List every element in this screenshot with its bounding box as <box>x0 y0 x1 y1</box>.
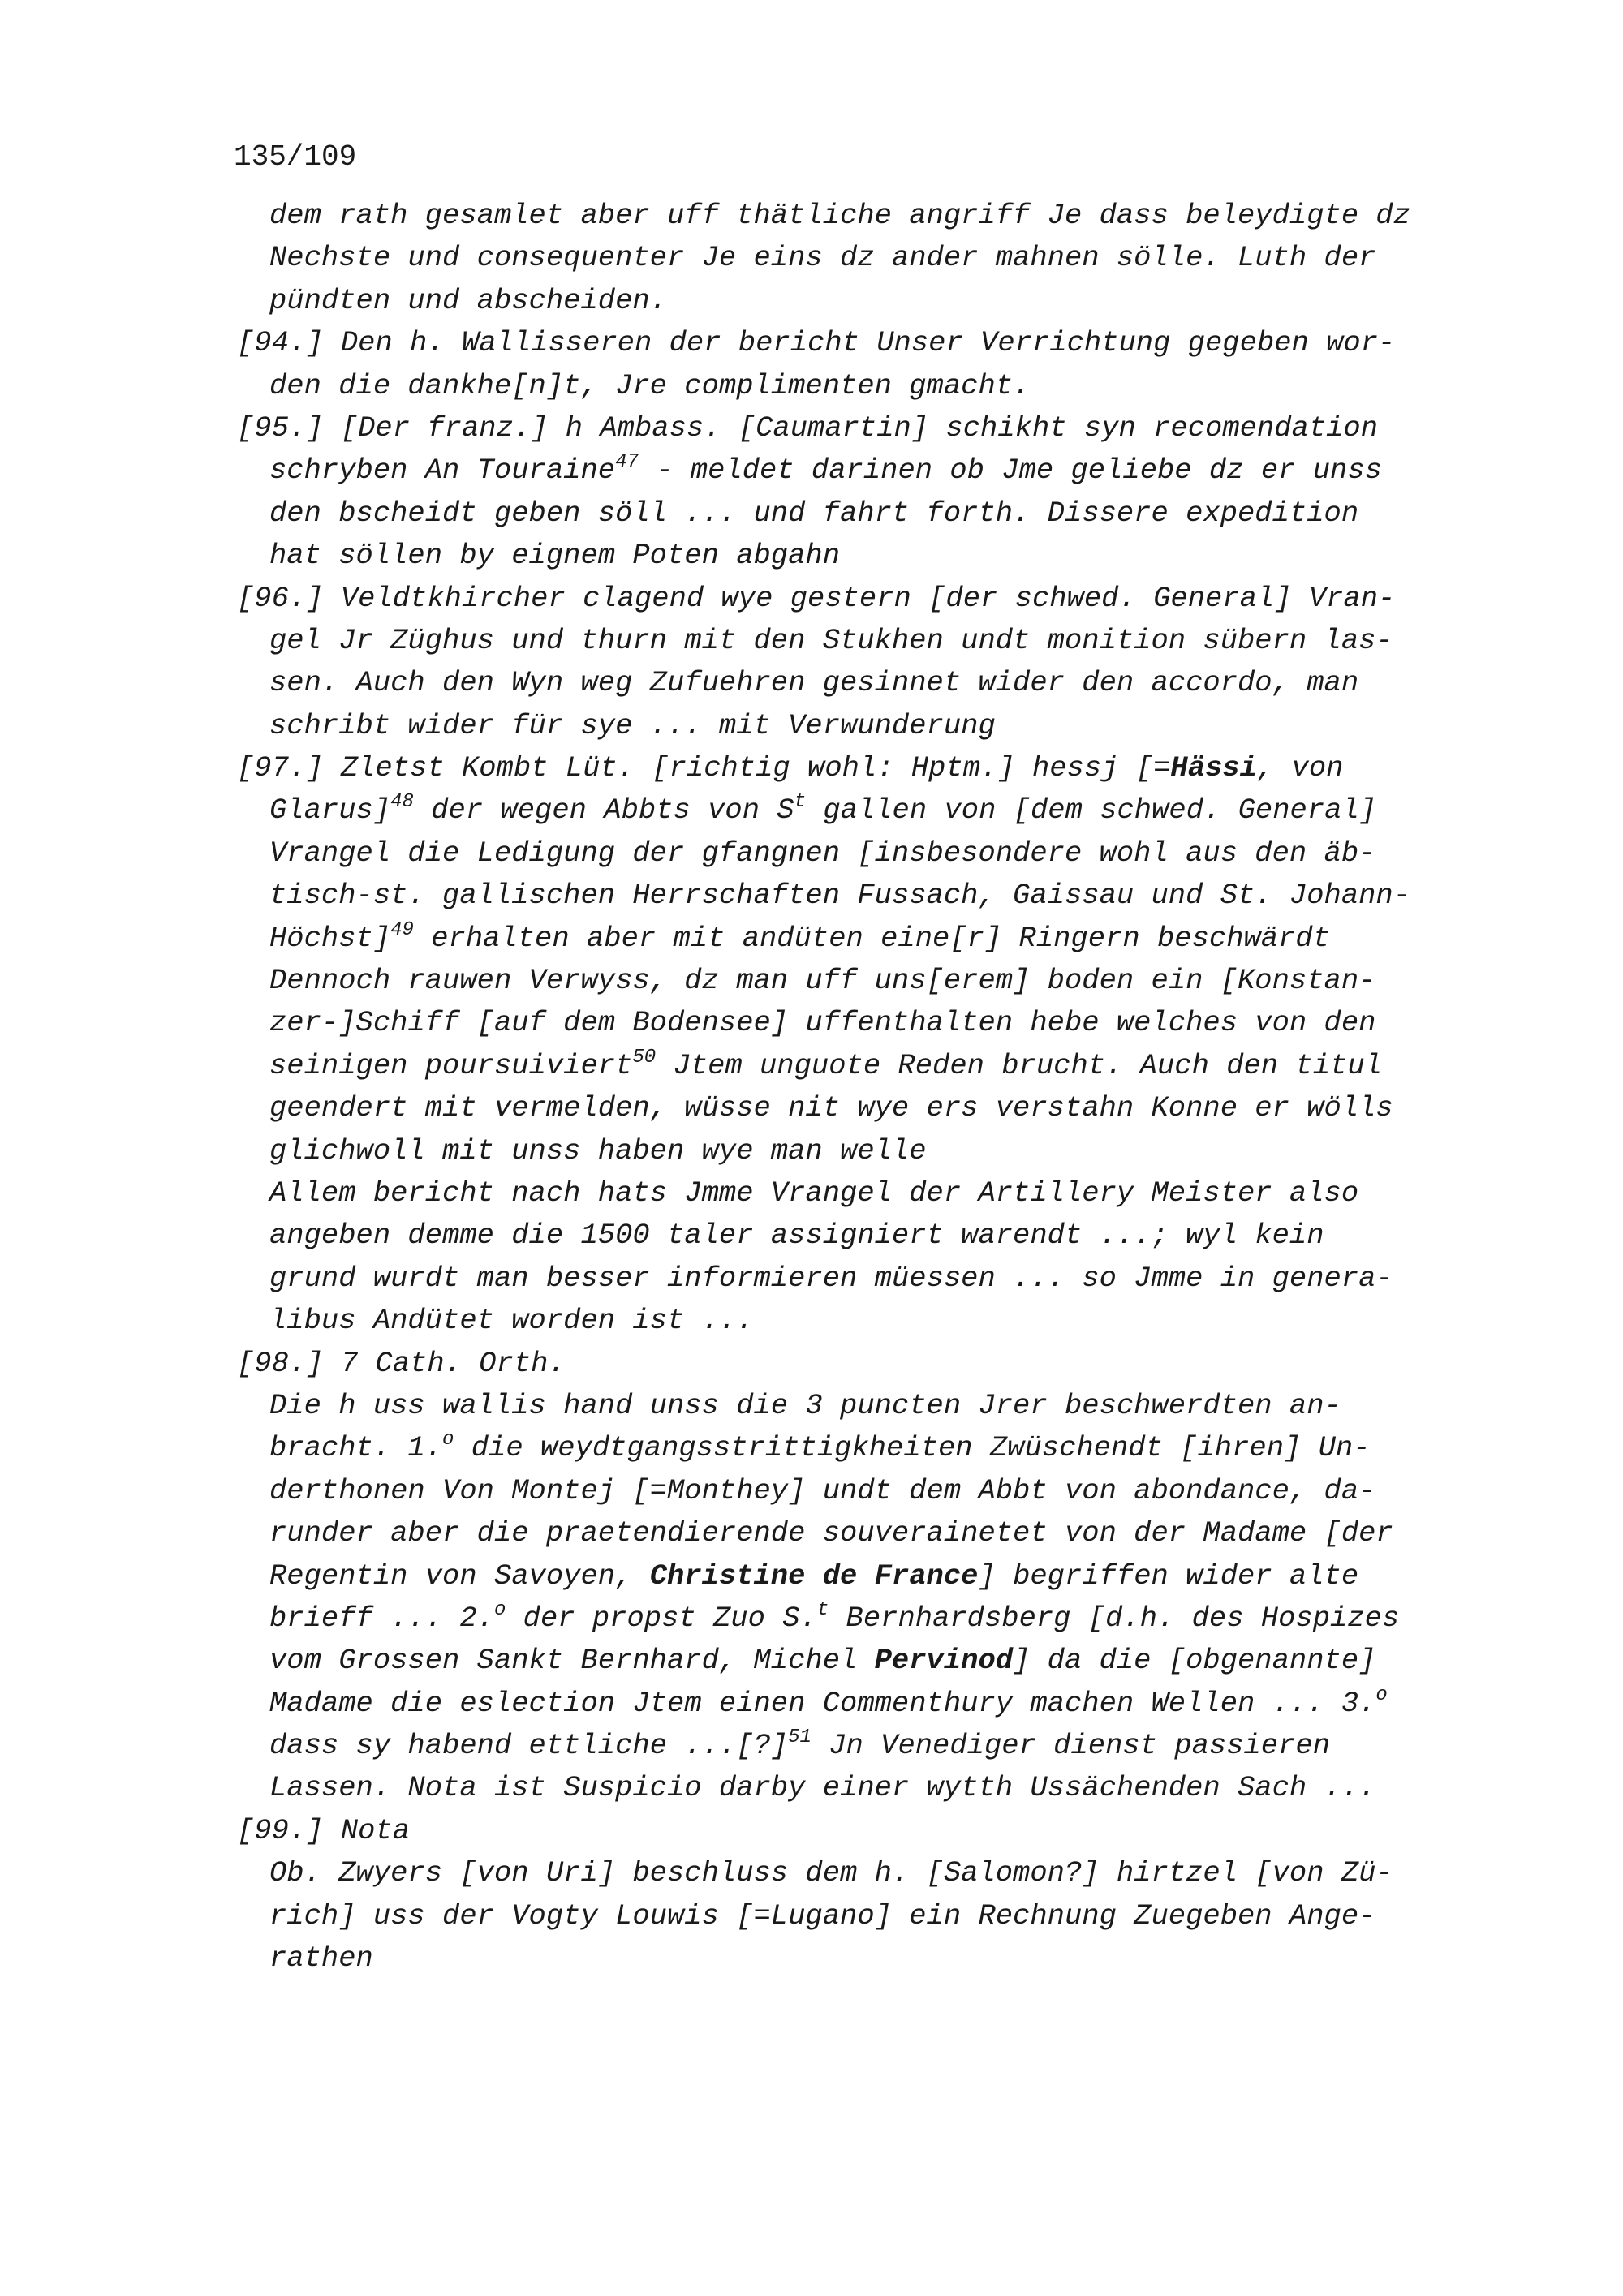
text-line: glichwoll mit unss haben wye man welle <box>269 1133 927 1167</box>
text-segment: - meldet darinen ob Jme geliebe dz er unss <box>638 454 1382 488</box>
text-segment: ] da die [obgenannte] <box>1013 1644 1376 1678</box>
text-line: zer-]Schiff [auf dem Bodensee] uffenthalten hebe welches von den <box>269 1006 1376 1040</box>
text-line: rathen <box>269 1941 373 1976</box>
entry-95 <box>234 407 1500 578</box>
text-line: rich] uss der Vogty Louwis [=Lugano] ein Rechnung Zuegeben Ange- <box>269 1898 1376 1933</box>
text-line <box>234 449 1500 492</box>
text-line: derthonen Von Montej [=Monthey] undt dem Abbt von abondance, da- <box>269 1473 1376 1507</box>
text-line <box>234 1640 1500 1682</box>
text-line: pündten und abscheiden. <box>269 283 667 317</box>
text-segment: vom Grossen Sankt Bernhard, Michel <box>269 1644 875 1678</box>
text-line: den bscheidt geben söll ... und fahrt forth. Dissere expedition <box>269 496 1359 530</box>
footnote-ref: 47 <box>615 451 639 474</box>
person-name: Hässi <box>1170 751 1257 785</box>
text-line: Dennoch rauwen Verwyss, dz man uff uns[erem] boden ein [Konstan- <box>269 964 1376 998</box>
entry-94 <box>234 322 1500 407</box>
text-segment: Bernhardsberg [d.h. des Hospizes <box>829 1601 1400 1635</box>
entry-heading-line: [95.] [Der franz.] h Ambass. [Caumartin] schikht syn recomendation <box>237 411 1379 445</box>
text-segment: gallen von [dem schwed. General] <box>806 793 1377 828</box>
text-line: dem rath gesamlet aber uff thätliche angriff Je dass beleydigte dz <box>269 199 1411 232</box>
text-segment: dass sy habend ettliche ...[?] <box>269 1729 789 1763</box>
footnote-ref: 50 <box>632 1046 657 1068</box>
text-line: Vrangel die Ledigung der gfangnen [insbesondere wohl aus den äb- <box>269 836 1376 870</box>
text-line: gel Jr Züghus und thurn mit den Stukhen undt monition sübern las- <box>269 623 1393 657</box>
text-line: angeben demme die 1500 taler assigniert warendt ...; wyl kein <box>269 1219 1324 1253</box>
text-line <box>234 918 1500 960</box>
superscript: o <box>442 1429 454 1451</box>
superscript: t <box>794 791 807 814</box>
entry-heading-line <box>234 747 1500 789</box>
text-line: Lassen. Nota ist Suspicio darby einer wytth Ussächenden Sach ... <box>269 1771 1376 1805</box>
entry-continuation <box>234 195 1500 322</box>
footnote-ref: 51 <box>788 1726 812 1749</box>
page-number: 135/109 <box>234 140 357 174</box>
entry-97 <box>234 747 1500 1342</box>
entry-98 <box>234 1343 1500 1810</box>
text-segment: [97.] Zletst Kombt Lüt. [richtig wohl: Hptm.] hessj [= <box>237 751 1171 785</box>
footnote-ref: 49 <box>390 918 414 941</box>
text-segment: der wegen Abbts von S <box>413 793 794 828</box>
text-segment: , von <box>1256 751 1344 785</box>
text-line: tisch-st. gallischen Herrschaften Fussach, Gaissau und St. Johann- <box>269 879 1411 913</box>
entry-heading-line: [94.] Den h. Wallisseren der bericht Unser Verrichtung gegeben wor- <box>237 326 1396 360</box>
text-line <box>234 789 1500 832</box>
text-line <box>234 1555 1500 1597</box>
person-name: Christine de France <box>649 1559 979 1593</box>
text-segment: der propst Zuo S. <box>506 1601 817 1635</box>
entry-96 <box>234 578 1500 748</box>
text-segment: ] begriffen wider alte <box>978 1559 1359 1593</box>
entry-heading-line: [99.] Nota <box>237 1813 411 1847</box>
superscript: o <box>1375 1683 1388 1706</box>
text-segment: Madame die eslection Jtem einen Commenthury machen Wellen ... 3. <box>269 1686 1376 1720</box>
entry-heading-line: [98.] 7 Cath. Orth. <box>237 1346 566 1380</box>
text-line: runder aber die praetendierende souverainetet von der Madame [der <box>269 1516 1393 1550</box>
text-segment: schryben An Touraine <box>269 454 616 488</box>
text-segment: Höchst] <box>269 921 391 955</box>
text-segment: die weydtgangsstrittigkheiten Zwüschendt [ihren] Un- <box>454 1431 1371 1465</box>
text-line: grund wurdt man besser informieren müessen ... so Jmme in genera- <box>269 1261 1393 1295</box>
text-line <box>234 1427 1500 1469</box>
text-line <box>234 1725 1500 1767</box>
superscript: t <box>816 1598 829 1621</box>
text-line <box>234 1683 1500 1725</box>
footnote-ref: 48 <box>390 791 414 814</box>
text-line <box>234 1045 1500 1087</box>
text-line: Allem bericht nach hats Jmme Vrangel der Artillery Meister also <box>269 1176 1359 1210</box>
entry-99 <box>234 1810 1500 1980</box>
text-segment: Regentin von Savoyen, <box>269 1559 650 1593</box>
document-body <box>234 195 1500 1980</box>
text-segment: Jn Venediger dienst passieren <box>811 1729 1331 1763</box>
person-name: Pervinod <box>874 1644 1014 1678</box>
text-segment: erhalten aber mit andüten eine[r] Ringern beschwärdt <box>413 921 1331 955</box>
text-line: Die h uss wallis hand unss die 3 puncten Jrer beschwerdten an- <box>269 1388 1341 1422</box>
text-line: sen. Auch den Wyn weg Zufuehren gesinnet wider den accordo, man <box>269 666 1359 700</box>
text-line: den die dankhe[n]t, Jre complimenten gmacht. <box>269 368 1031 402</box>
text-line: Ob. Zwyers [von Uri] beschluss dem h. [Salomon?] hirtzel [von Zü- <box>269 1856 1393 1890</box>
text-segment: brieff ... 2. <box>269 1601 494 1635</box>
text-line: schribt wider für sye ... mit Verwunderung <box>269 708 996 742</box>
superscript: o <box>493 1598 506 1621</box>
text-segment: bracht. 1. <box>269 1431 443 1465</box>
text-line: hat söllen by eignem Poten abgahn <box>269 539 841 573</box>
text-line: Nechste und consequenter Je eins dz ander mahnen sölle. Luth der <box>269 241 1376 275</box>
text-segment: Jtem unguote Reden brucht. Auch den titul <box>656 1048 1382 1082</box>
text-line: libus Andütet worden ist ... <box>269 1304 754 1338</box>
text-segment: Glarus] <box>269 793 391 828</box>
text-segment: seinigen poursuiviert <box>269 1048 633 1082</box>
entry-heading-line: [96.] Veldtkhircher clagend wye gestern [der schwed. General] Vran- <box>237 581 1396 615</box>
text-line: geendert mit vermelden, wüsse nit wye ers verstahn Konne er wölls <box>269 1091 1393 1125</box>
text-line <box>234 1597 1500 1640</box>
